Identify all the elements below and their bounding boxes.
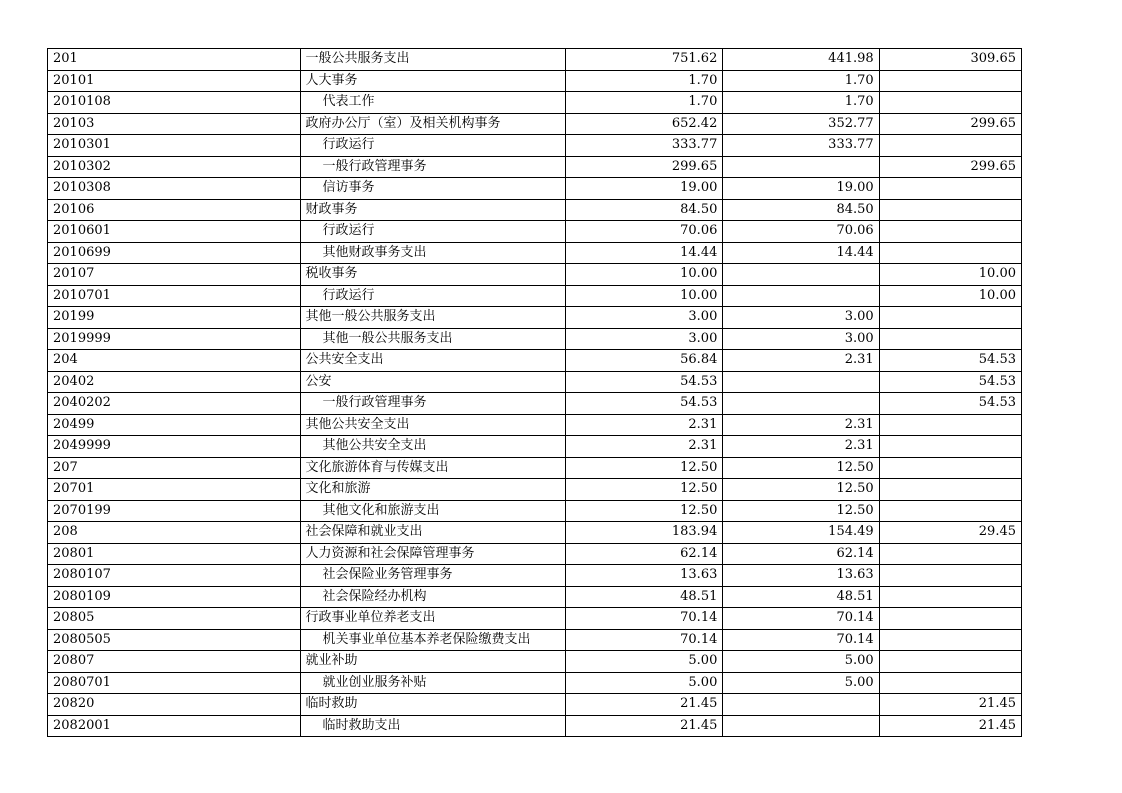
subject-name-cell: 文化和旅游 — [300, 479, 566, 501]
subject-code-cell: 2010699 — [48, 242, 301, 264]
basic-expenditure-cell: 3.00 — [723, 328, 879, 350]
subject-code-cell: 2010308 — [48, 178, 301, 200]
total-amount-cell: 2.31 — [566, 436, 723, 458]
subject-name-cell: 行政运行 — [300, 135, 566, 157]
subject-code-cell: 2080701 — [48, 672, 301, 694]
basic-expenditure-cell: 48.51 — [723, 586, 879, 608]
subject-code-cell: 2049999 — [48, 436, 301, 458]
project-expenditure-cell: 10.00 — [879, 264, 1021, 286]
subject-name-cell: 其他一般公共服务支出 — [300, 307, 566, 329]
subject-code-cell: 20499 — [48, 414, 301, 436]
subject-code-cell: 20107 — [48, 264, 301, 286]
project-expenditure-cell — [879, 414, 1021, 436]
subject-name-cell: 行政运行 — [300, 221, 566, 243]
table-row — [48, 479, 1022, 501]
subject-code-cell: 2010301 — [48, 135, 301, 157]
subject-code-cell: 2080107 — [48, 565, 301, 587]
subject-name-cell: 就业创业服务补贴 — [300, 672, 566, 694]
subject-code-cell: 2019999 — [48, 328, 301, 350]
subject-name-cell: 社会保险经办机构 — [300, 586, 566, 608]
table-row — [48, 457, 1022, 479]
project-expenditure-cell: 21.45 — [879, 694, 1021, 716]
subject-code-cell: 208 — [48, 522, 301, 544]
total-amount-cell: 10.00 — [566, 285, 723, 307]
total-amount-cell: 12.50 — [566, 457, 723, 479]
project-expenditure-cell — [879, 457, 1021, 479]
basic-expenditure-cell: 2.31 — [723, 414, 879, 436]
table-row — [48, 543, 1022, 565]
table-row — [48, 178, 1022, 200]
table-row — [48, 199, 1022, 221]
subject-code-cell: 2010108 — [48, 92, 301, 114]
basic-expenditure-cell: 84.50 — [723, 199, 879, 221]
subject-code-cell: 20106 — [48, 199, 301, 221]
subject-name-cell: 财政事务 — [300, 199, 566, 221]
table-row — [48, 414, 1022, 436]
basic-expenditure-cell: 1.70 — [723, 92, 879, 114]
table-row — [48, 565, 1022, 587]
table-row — [48, 135, 1022, 157]
subject-name-cell: 行政运行 — [300, 285, 566, 307]
project-expenditure-cell — [879, 672, 1021, 694]
basic-expenditure-cell — [723, 264, 879, 286]
project-expenditure-cell — [879, 436, 1021, 458]
subject-code-cell: 201 — [48, 49, 301, 71]
subject-name-cell: 临时救助支出 — [300, 715, 566, 737]
project-expenditure-cell — [879, 586, 1021, 608]
subject-code-cell: 2010302 — [48, 156, 301, 178]
subject-name-cell: 一般行政管理事务 — [300, 393, 566, 415]
total-amount-cell: 12.50 — [566, 500, 723, 522]
subject-name-cell: 人大事务 — [300, 70, 566, 92]
table-row — [48, 70, 1022, 92]
basic-expenditure-cell: 2.31 — [723, 436, 879, 458]
basic-expenditure-cell: 333.77 — [723, 135, 879, 157]
total-amount-cell: 333.77 — [566, 135, 723, 157]
basic-expenditure-cell — [723, 371, 879, 393]
subject-name-cell: 信访事务 — [300, 178, 566, 200]
table-row — [48, 92, 1022, 114]
basic-expenditure-cell: 154.49 — [723, 522, 879, 544]
project-expenditure-cell — [879, 565, 1021, 587]
total-amount-cell: 70.14 — [566, 629, 723, 651]
table-row — [48, 307, 1022, 329]
project-expenditure-cell — [879, 70, 1021, 92]
project-expenditure-cell: 299.65 — [879, 156, 1021, 178]
basic-expenditure-cell: 352.77 — [723, 113, 879, 135]
basic-expenditure-cell: 70.14 — [723, 608, 879, 630]
basic-expenditure-cell: 5.00 — [723, 672, 879, 694]
table-row — [48, 285, 1022, 307]
subject-code-cell: 204 — [48, 350, 301, 372]
table-row — [48, 694, 1022, 716]
project-expenditure-cell: 21.45 — [879, 715, 1021, 737]
subject-name-cell: 社会保障和就业支出 — [300, 522, 566, 544]
total-amount-cell: 5.00 — [566, 672, 723, 694]
table-row — [48, 608, 1022, 630]
table-row — [48, 328, 1022, 350]
total-amount-cell: 12.50 — [566, 479, 723, 501]
subject-name-cell: 其他财政事务支出 — [300, 242, 566, 264]
project-expenditure-cell: 29.45 — [879, 522, 1021, 544]
project-expenditure-cell — [879, 199, 1021, 221]
project-expenditure-cell: 309.65 — [879, 49, 1021, 71]
subject-name-cell: 临时救助 — [300, 694, 566, 716]
total-amount-cell: 751.62 — [566, 49, 723, 71]
basic-expenditure-cell: 14.44 — [723, 242, 879, 264]
basic-expenditure-cell: 70.14 — [723, 629, 879, 651]
subject-code-cell: 20101 — [48, 70, 301, 92]
total-amount-cell: 3.00 — [566, 307, 723, 329]
project-expenditure-cell — [879, 608, 1021, 630]
basic-expenditure-cell: 5.00 — [723, 651, 879, 673]
project-expenditure-cell — [879, 651, 1021, 673]
basic-expenditure-cell: 13.63 — [723, 565, 879, 587]
project-expenditure-cell — [879, 242, 1021, 264]
total-amount-cell: 48.51 — [566, 586, 723, 608]
subject-code-cell: 20807 — [48, 651, 301, 673]
subject-code-cell: 20103 — [48, 113, 301, 135]
basic-expenditure-cell: 12.50 — [723, 500, 879, 522]
table-row — [48, 221, 1022, 243]
subject-code-cell: 207 — [48, 457, 301, 479]
total-amount-cell: 10.00 — [566, 264, 723, 286]
table-row — [48, 264, 1022, 286]
table-row — [48, 522, 1022, 544]
subject-code-cell: 20820 — [48, 694, 301, 716]
subject-name-cell: 一般公共服务支出 — [300, 49, 566, 71]
total-amount-cell: 14.44 — [566, 242, 723, 264]
total-amount-cell: 652.42 — [566, 113, 723, 135]
total-amount-cell: 56.84 — [566, 350, 723, 372]
table-row — [48, 651, 1022, 673]
project-expenditure-cell: 54.53 — [879, 371, 1021, 393]
project-expenditure-cell: 299.65 — [879, 113, 1021, 135]
table-row — [48, 371, 1022, 393]
basic-expenditure-cell: 3.00 — [723, 307, 879, 329]
total-amount-cell: 183.94 — [566, 522, 723, 544]
subject-name-cell: 政府办公厅（室）及相关机构事务 — [300, 113, 566, 135]
basic-expenditure-cell: 19.00 — [723, 178, 879, 200]
subject-name-cell: 其他公共安全支出 — [300, 414, 566, 436]
project-expenditure-cell: 54.53 — [879, 393, 1021, 415]
table-row — [48, 715, 1022, 737]
total-amount-cell: 5.00 — [566, 651, 723, 673]
project-expenditure-cell — [879, 629, 1021, 651]
subject-name-cell: 行政事业单位养老支出 — [300, 608, 566, 630]
total-amount-cell: 3.00 — [566, 328, 723, 350]
subject-name-cell: 税收事务 — [300, 264, 566, 286]
total-amount-cell: 1.70 — [566, 92, 723, 114]
subject-name-cell: 人力资源和社会保障管理事务 — [300, 543, 566, 565]
table-body — [48, 49, 1022, 737]
subject-name-cell: 其他一般公共服务支出 — [300, 328, 566, 350]
total-amount-cell: 70.14 — [566, 608, 723, 630]
total-amount-cell: 70.06 — [566, 221, 723, 243]
subject-code-cell: 20199 — [48, 307, 301, 329]
total-amount-cell: 2.31 — [566, 414, 723, 436]
table-row — [48, 156, 1022, 178]
subject-name-cell: 机关事业单位基本养老保险缴费支出 — [300, 629, 566, 651]
table-row — [48, 49, 1022, 71]
table-row — [48, 242, 1022, 264]
basic-expenditure-cell — [723, 715, 879, 737]
project-expenditure-cell — [879, 221, 1021, 243]
subject-code-cell: 2082001 — [48, 715, 301, 737]
table-row — [48, 350, 1022, 372]
subject-code-cell: 2080505 — [48, 629, 301, 651]
subject-name-cell: 其他文化和旅游支出 — [300, 500, 566, 522]
subject-name-cell: 其他公共安全支出 — [300, 436, 566, 458]
subject-code-cell: 20801 — [48, 543, 301, 565]
subject-name-cell: 文化旅游体育与传媒支出 — [300, 457, 566, 479]
total-amount-cell: 21.45 — [566, 694, 723, 716]
project-expenditure-cell — [879, 479, 1021, 501]
subject-code-cell: 2010701 — [48, 285, 301, 307]
subject-name-cell: 公共安全支出 — [300, 350, 566, 372]
subject-code-cell: 20701 — [48, 479, 301, 501]
subject-name-cell: 一般行政管理事务 — [300, 156, 566, 178]
project-expenditure-cell — [879, 92, 1021, 114]
project-expenditure-cell — [879, 307, 1021, 329]
table-row — [48, 500, 1022, 522]
subject-code-cell: 2070199 — [48, 500, 301, 522]
basic-expenditure-cell: 441.98 — [723, 49, 879, 71]
subject-name-cell: 代表工作 — [300, 92, 566, 114]
basic-expenditure-cell: 2.31 — [723, 350, 879, 372]
table-row — [48, 393, 1022, 415]
total-amount-cell: 54.53 — [566, 393, 723, 415]
table-row — [48, 436, 1022, 458]
subject-code-cell: 2080109 — [48, 586, 301, 608]
project-expenditure-cell: 54.53 — [879, 350, 1021, 372]
total-amount-cell: 54.53 — [566, 371, 723, 393]
project-expenditure-cell: 10.00 — [879, 285, 1021, 307]
basic-expenditure-cell — [723, 393, 879, 415]
basic-expenditure-cell: 62.14 — [723, 543, 879, 565]
project-expenditure-cell — [879, 328, 1021, 350]
basic-expenditure-cell: 12.50 — [723, 479, 879, 501]
basic-expenditure-cell: 12.50 — [723, 457, 879, 479]
total-amount-cell: 1.70 — [566, 70, 723, 92]
basic-expenditure-cell: 70.06 — [723, 221, 879, 243]
budget-table — [47, 48, 1022, 737]
subject-code-cell: 2010601 — [48, 221, 301, 243]
project-expenditure-cell — [879, 178, 1021, 200]
basic-expenditure-cell — [723, 156, 879, 178]
table-row — [48, 113, 1022, 135]
total-amount-cell: 84.50 — [566, 199, 723, 221]
total-amount-cell: 21.45 — [566, 715, 723, 737]
basic-expenditure-cell — [723, 285, 879, 307]
total-amount-cell: 62.14 — [566, 543, 723, 565]
table-row — [48, 672, 1022, 694]
subject-code-cell: 2040202 — [48, 393, 301, 415]
subject-code-cell: 20805 — [48, 608, 301, 630]
total-amount-cell: 13.63 — [566, 565, 723, 587]
subject-name-cell: 公安 — [300, 371, 566, 393]
project-expenditure-cell — [879, 543, 1021, 565]
table-row — [48, 586, 1022, 608]
project-expenditure-cell — [879, 135, 1021, 157]
subject-name-cell: 社会保险业务管理事务 — [300, 565, 566, 587]
total-amount-cell: 299.65 — [566, 156, 723, 178]
subject-code-cell: 20402 — [48, 371, 301, 393]
basic-expenditure-cell: 1.70 — [723, 70, 879, 92]
table-row — [48, 629, 1022, 651]
project-expenditure-cell — [879, 500, 1021, 522]
basic-expenditure-cell — [723, 694, 879, 716]
subject-name-cell: 就业补助 — [300, 651, 566, 673]
total-amount-cell: 19.00 — [566, 178, 723, 200]
